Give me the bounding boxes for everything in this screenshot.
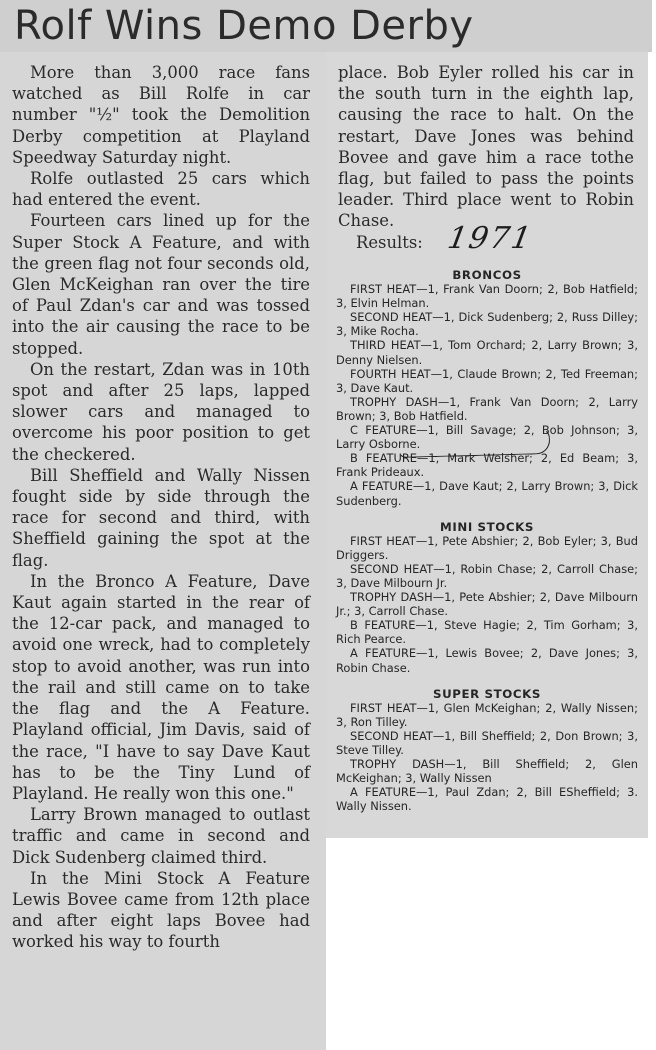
right-column (338, 62, 634, 262)
paragraph: More than 3,000 race fans watched as Bill Rolfe in car number "½" took the Demolition Derby competition at Playland Speedway Saturday night. (12, 63, 310, 167)
result-item: FIRST HEAT—1, Pete Abshier; 2, Bob Eyler; 3, Bud Driggers. (336, 533, 638, 562)
results-list (336, 268, 638, 813)
result-item: B FEATURE—1, Steve Hagie; 2, Tim Gorham; 3, Rich Pearce. (336, 618, 638, 647)
paragraph: On the restart, Zdan was in 10th spot and after 25 laps, lapped slower cars and managed to overcome his poor position to get the checkered. (12, 359, 310, 464)
result-item: B FEATURE—1, Mark Welsher; 2, Ed Beam; 3, Frank Prideaux. (336, 451, 638, 480)
result-item: A FEATURE—1, Dave Kaut; 2, Larry Brown; 3, Dick Sudenberg. (336, 479, 638, 508)
result-item: TROPHY DASH—1, Pete Abshier; 2, Dave Milbourn Jr.; 3, Carroll Chase. (336, 590, 638, 619)
paragraph: Larry Brown managed to outlast traffic and came in second and Dick Sudenberg claimed third. (12, 805, 310, 867)
headline: Rolf Wins Demo Derby (14, 3, 474, 49)
section-heading-super-stocks: SUPER STOCKS (432, 686, 542, 701)
result-item: SECOND HEAT—1, Robin Chase; 2, Carroll Chase; 3, Dave Milbourn Jr. (336, 561, 638, 590)
result-item: SECOND HEAT—1, Bill Sheffield; 2, Don Brown; 3, Steve Tilley. (336, 728, 638, 757)
result-item: A FEATURE—1, Lewis Bovee; 2, Dave Jones; 3, Robin Chase. (336, 646, 638, 675)
result-item: SECOND HEAT—1, Dick Sudenberg; 2, Russ Dilley; 3, Mike Rocha. (336, 310, 638, 339)
result-item: C FEATURE—1, Bill Savage; 2, Bob Johnson; 3, Larry Osborne. (336, 423, 638, 452)
section-heading-mini-stocks: MINI STOCKS (440, 519, 534, 534)
pen-circle-mark (398, 428, 551, 458)
result-item: TROPHY DASH—1, Frank Van Doorn; 2, Larry Brown; 3, Bob Hatfield. (336, 394, 638, 423)
result-item: FOURTH HEAT—1, Claude Brown; 2, Ted Freeman; 3, Dave Kaut. (336, 366, 638, 395)
result-item: TROPHY DASH—1, Bill Sheffield; 2, Glen McKeighan; 3, Wally Nissen (336, 757, 638, 786)
section-heading-broncos: BRONCOS (452, 268, 522, 282)
paragraph: Bill Sheffield and Wally Nissen fought side by side through the race for second and third, with Sheffield gaining the spot at the flag. (12, 465, 310, 570)
paragraph: In the Bronco A Feature, Dave Kaut again started in the rear of the 12-car pack, and managed to avoid one wreck, had to completely stop to avoid another, was run into the rail and still came on to take the flag and the A Feature. Playland official, Jim Davis, said of the race, "I have to say Dave Kaut has to be the Tiny Lund of Playland. He really won this one." (12, 571, 310, 803)
paragraph: In the Mini Stock A Feature Lewis Bovee came from 12th place and after eight laps Bovee had worked his way to fourth (12, 868, 310, 952)
paragraph: Rolfe outlasted 25 cars which had entered the event. (12, 169, 310, 210)
paragraph: Fourteen cars lined up for the Super Stock A Feature, and with the green flag not four seconds old, Glen McKeighan ran over the tire of Paul Zdan's car and was tossed into the air causing the race to be stopped. (12, 211, 310, 358)
result-item: A FEATURE—1, Paul Zdan; 2, Bill ESheffield; 3. Wally Nissen. (336, 785, 638, 814)
result-item: FIRST HEAT—1, Frank Van Doorn; 2, Bob Hatfield; 3, Elvin Helman. (336, 282, 638, 311)
left-column (12, 62, 310, 953)
result-item: FIRST HEAT—1, Glen McKeighan; 2, Wally Nissen; 3, Ron Tilley. (336, 700, 638, 729)
result-item: THIRD HEAT—1, Tom Orchard; 2, Larry Brown; 3, Denny Nielsen. (336, 338, 638, 367)
handwritten-year: 1971 (444, 220, 536, 256)
paragraph: place. Bob Eyler rolled his car in the south turn in the eighth lap, causing the race to halt. On the restart, Dave Jones was behind Bovee and gave him a race tothe flag, but failed to pass the points leader. Third place went to Robin Chase. (338, 63, 634, 231)
results-label: Results: (356, 232, 423, 252)
results-line (338, 220, 634, 262)
